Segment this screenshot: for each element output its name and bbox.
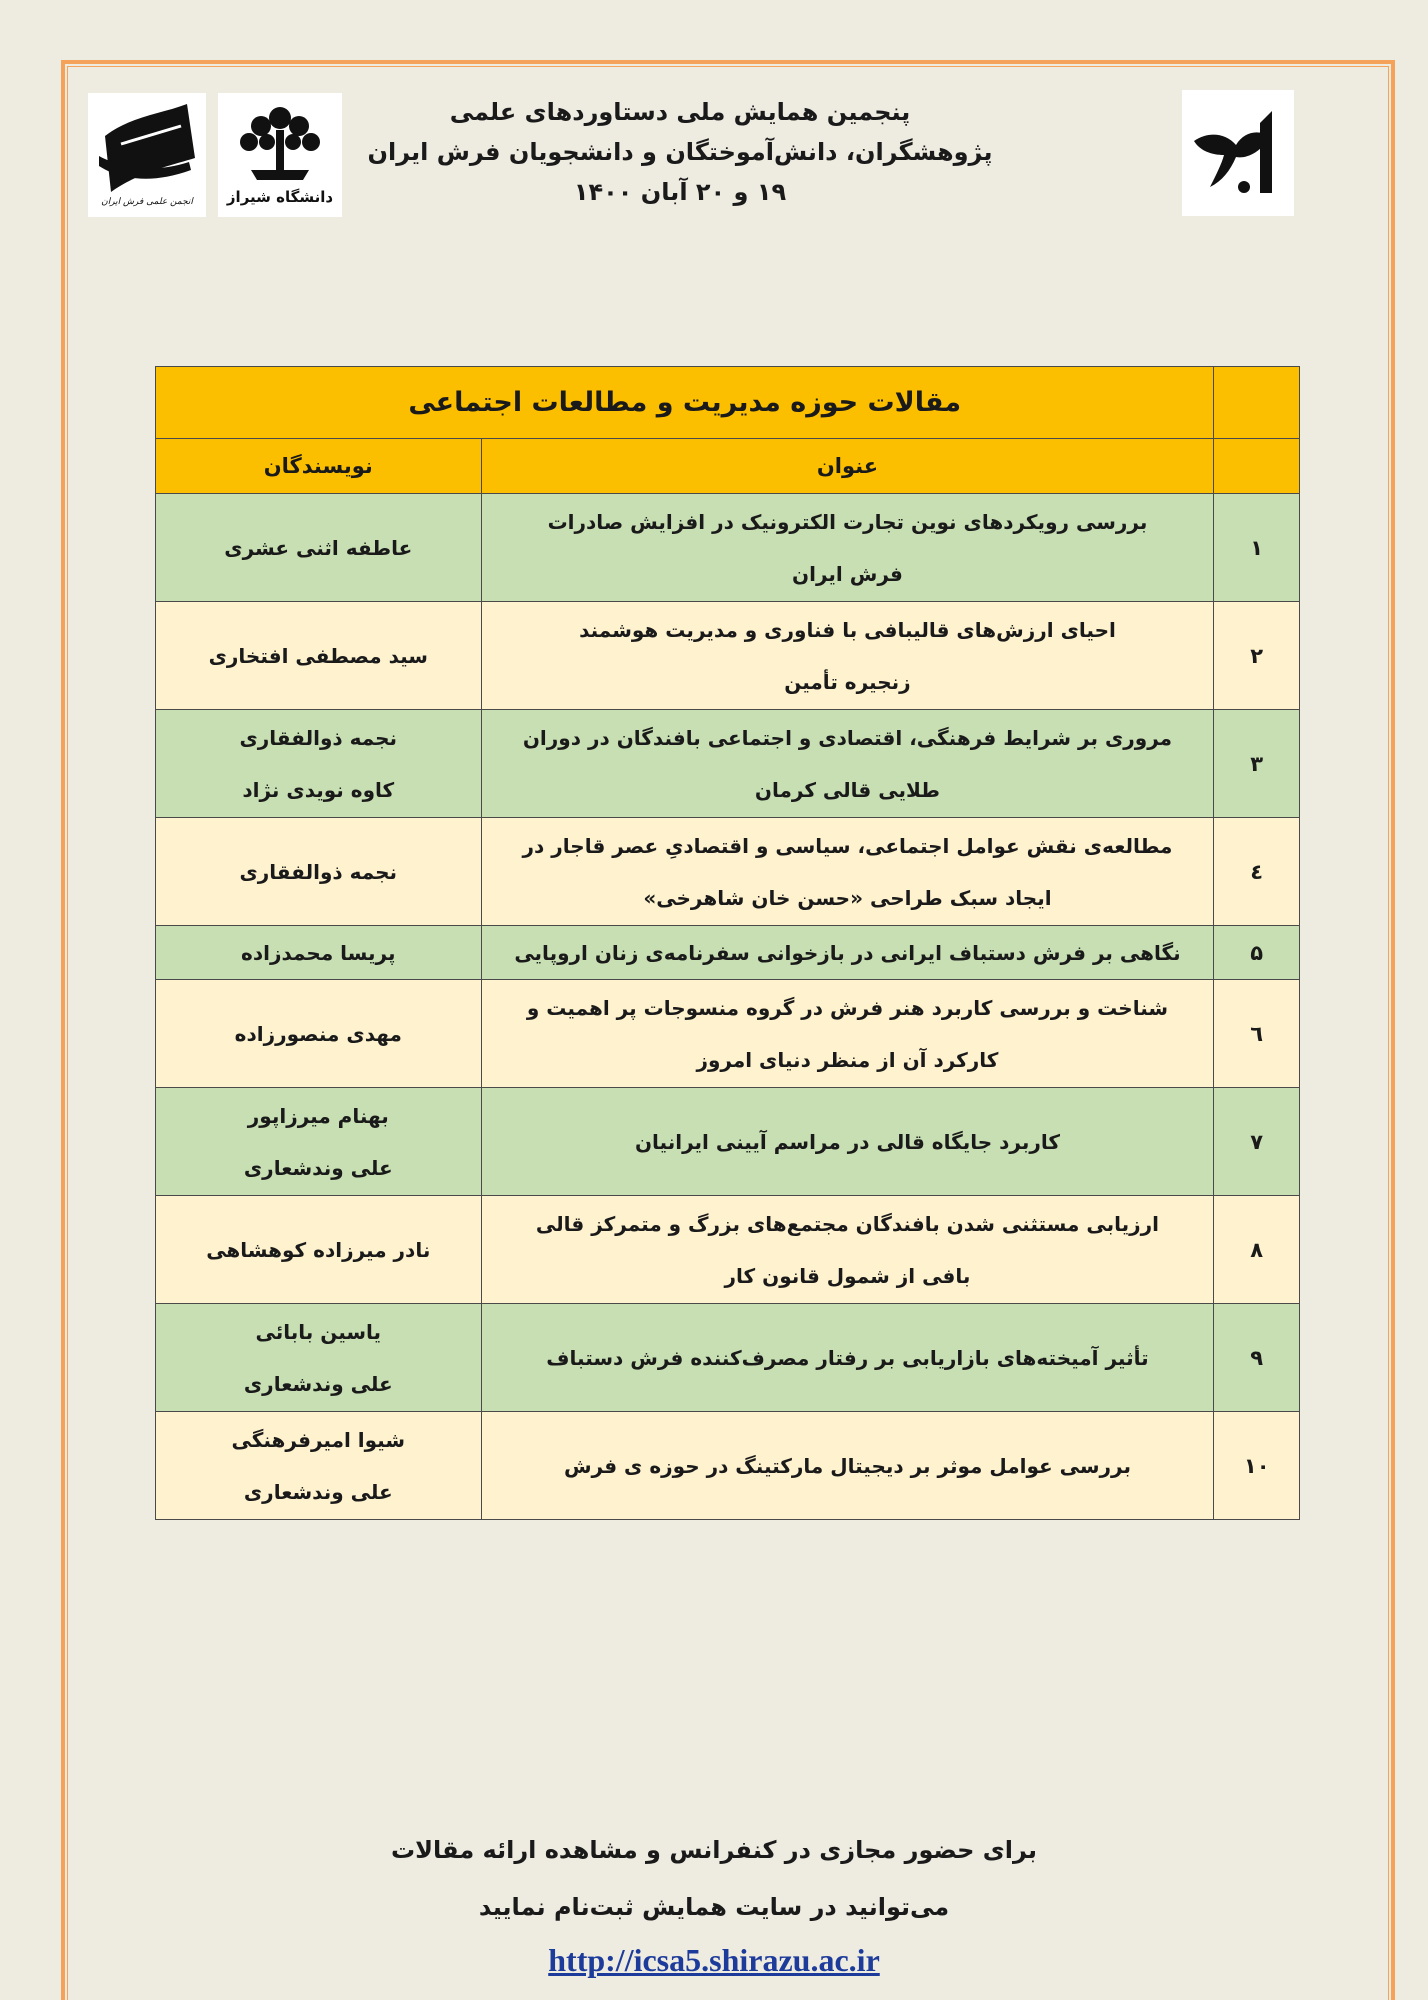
paper-title xyxy=(481,494,1214,602)
author-name: شیوا امیرفرهنگی xyxy=(231,1427,405,1452)
table-row xyxy=(156,602,1300,710)
paper-authors xyxy=(156,494,482,602)
row-number: ۱ xyxy=(1214,494,1300,602)
paper-title-line: کاربرد جایگاه قالی در مراسم آیینی ایرانیان xyxy=(634,1129,1060,1154)
paper-title-line: فرش ایران xyxy=(792,561,903,586)
paper-title-line: زنجیره تأمین xyxy=(784,669,911,694)
papers-table xyxy=(155,366,1300,1520)
paper-authors xyxy=(156,926,482,980)
table-row xyxy=(156,1196,1300,1304)
header-title: عنوان xyxy=(481,439,1214,494)
conference-date: ۱۹ و ۲۰ آبان ۱۴۰۰ xyxy=(573,178,787,206)
paper-title-line: شناخت و بررسی کاربرد هنر فرش در گروه منسوجات پر اهمیت و xyxy=(526,995,1169,1020)
table-row xyxy=(156,494,1300,602)
paper-authors xyxy=(156,818,482,926)
paper-title xyxy=(481,1412,1214,1520)
author-name: سید مصطفی افتخاری xyxy=(208,643,428,668)
paper-title xyxy=(481,1304,1214,1412)
table-row xyxy=(156,1088,1300,1196)
paper-title-line: احیای ارزش‌های قالیبافی با فناوری و مدیریت هوشمند xyxy=(579,617,1116,642)
paper-title xyxy=(481,980,1214,1088)
paper-title-line: بافی از شمول قانون کار xyxy=(724,1263,971,1288)
row-number: ۸ xyxy=(1214,1196,1300,1304)
table-title-spacer xyxy=(1214,367,1300,439)
table-row xyxy=(156,710,1300,818)
paper-title-line: مطالعه‌ی نقش عوامل اجتماعی، سیاسی و اقتصادیِ عصر قاجار در xyxy=(522,833,1173,858)
paper-title-line: ایجاد سبک طراحی «حسن خان شاهرخی» xyxy=(643,885,1052,910)
table-row xyxy=(156,818,1300,926)
paper-title-line: بررسی رویکردهای نوین تجارت الکترونیک در افزایش صادرات xyxy=(547,509,1148,534)
author-name: علی وندشعاری xyxy=(243,1479,393,1504)
author-name: بهنام میرزاپور xyxy=(247,1103,389,1128)
author-name: علی وندشعاری xyxy=(243,1155,393,1180)
carpet-book-icon xyxy=(88,93,206,217)
footer-line-2: می‌توانید در سایت همایش ثبت‌نام نمایید xyxy=(478,1893,950,1921)
paper-authors xyxy=(156,980,482,1088)
author-name: عاطفه اثنی عشری xyxy=(224,535,413,560)
row-number: ۱۰ xyxy=(1214,1412,1300,1520)
paper-title xyxy=(481,1196,1214,1304)
table-title: مقالات حوزه مدیریت و مطالعات اجتماعی xyxy=(156,367,1214,439)
logo-left-1-caption: انجمن علمی فرش ایران xyxy=(101,197,193,207)
logo-left-2-caption: دانشگاه شیراز xyxy=(226,188,334,206)
paper-authors xyxy=(156,1196,482,1304)
table-row xyxy=(156,1304,1300,1412)
paper-title-line: تأثیر آمیخته‌های بازاریابی بر رفتار مصرف‌کننده فرش دستباف xyxy=(546,1345,1149,1370)
paper-authors xyxy=(156,1412,482,1520)
table-row xyxy=(156,926,1300,980)
author-name: نادر میرزاده کوهشاهی xyxy=(206,1237,431,1262)
author-name: نجمه ذوالفقاری xyxy=(239,725,398,750)
author-name: کاوه نویدی نژاد xyxy=(242,777,395,802)
paper-title xyxy=(481,818,1214,926)
paper-title xyxy=(481,1088,1214,1196)
paper-title-line: مروری بر شرایط فرهنگی، اقتصادی و اجتماعی بافندگان در دوران xyxy=(522,725,1173,750)
paper-authors xyxy=(156,1088,482,1196)
author-name: علی وندشعاری xyxy=(243,1371,393,1396)
author-name: یاسین بابائی xyxy=(255,1319,382,1344)
footer-line-1: برای حضور مجازی در کنفرانس و مشاهده ارائه مقالات xyxy=(391,1836,1037,1864)
paper-title xyxy=(481,710,1214,818)
paper-authors xyxy=(156,1304,482,1412)
row-number: ۵ xyxy=(1214,926,1300,980)
row-number: ٦ xyxy=(1214,980,1300,1088)
row-number: ۷ xyxy=(1214,1088,1300,1196)
paper-title-line: ارزیابی مستثنی شدن بافندگان مجتمع‌های بزرگ و متمرکز قالی xyxy=(535,1211,1159,1236)
paper-title-line: کارکرد آن از منظر دنیای امروز xyxy=(696,1047,999,1072)
conference-header xyxy=(360,92,1000,212)
author-name: نجمه ذوالفقاری xyxy=(239,859,398,884)
paper-authors xyxy=(156,710,482,818)
table-row xyxy=(156,980,1300,1088)
conference-logo-icon xyxy=(1182,90,1294,216)
paper-title xyxy=(481,602,1214,710)
row-number: ۹ xyxy=(1214,1304,1300,1412)
paper-title-line: طلایی قالی کرمان xyxy=(754,777,940,802)
row-number: ٤ xyxy=(1214,818,1300,926)
shiraz-university-icon xyxy=(218,93,342,217)
paper-title-line: بررسی عوامل موثر بر دیجیتال مارکتینگ در حوزه ی فرش xyxy=(563,1453,1131,1478)
paper-authors xyxy=(156,602,482,710)
row-number: ۳ xyxy=(1214,710,1300,818)
footer xyxy=(300,1822,1128,1982)
header-num xyxy=(1214,439,1300,494)
conference-website-link[interactable]: http://icsa5.shirazu.ac.ir xyxy=(548,1942,880,1978)
header-authors: نویسندگان xyxy=(156,439,482,494)
conference-title: پنجمین همایش ملی دستاوردهای علمی xyxy=(449,98,911,126)
conference-subtitle: پژوهشگران، دانش‌آموختگان و دانشجویان فرش ایران xyxy=(367,138,993,166)
row-number: ۲ xyxy=(1214,602,1300,710)
table-row xyxy=(156,1412,1300,1520)
paper-title xyxy=(481,926,1214,980)
author-name: مهدی منصورزاده xyxy=(234,1021,402,1046)
paper-title-line: نگاهی بر فرش دستباف ایرانی در بازخوانی سفرنامه‌ی زنان اروپایی xyxy=(514,940,1181,965)
author-name: پریسا محمدزاده xyxy=(241,940,396,965)
